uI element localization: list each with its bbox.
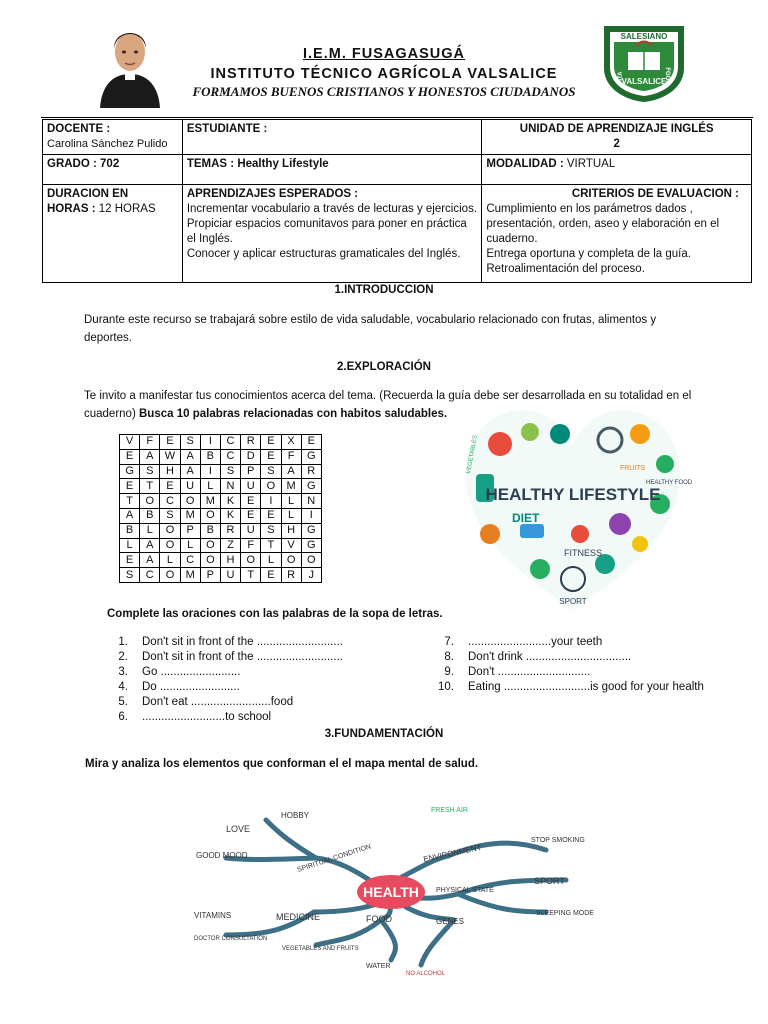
word-search-cell: M: [180, 568, 200, 583]
word-search-cell: C: [220, 449, 240, 464]
mindmap-node: FRESH AIR: [431, 807, 468, 814]
word-search-cell: L: [281, 508, 301, 523]
unidad-cell: [482, 120, 752, 155]
sentence-text: ..........................your teeth: [468, 636, 603, 648]
mindmap-node: SPORT: [534, 876, 565, 886]
sentence-number: 9.: [444, 666, 454, 678]
table-row: [120, 508, 322, 523]
word-search-cell: U: [180, 479, 200, 494]
word-search-cell: E: [261, 449, 281, 464]
list-item: [430, 680, 710, 695]
shield-right-text: FGGA: [664, 67, 670, 85]
healthy-food-label: HEALTHY FOOD: [646, 480, 693, 486]
school-title: I.E.M. FUSAGASUGÁ: [302, 46, 465, 62]
shield-bottom-text: VALSALICE: [621, 77, 667, 86]
word-search-cell: R: [241, 435, 261, 450]
table-row: [120, 553, 322, 568]
duracion-cell: [43, 185, 183, 283]
table-row: [120, 568, 322, 583]
list-item: [104, 680, 404, 695]
mindmap-node: FOOD: [366, 914, 392, 924]
word-search-cell: U: [241, 523, 261, 538]
word-search-cell: S: [180, 435, 200, 450]
aprendizaje-item: Incrementar vocabulario a través de lecturas y ejercicios.: [186, 203, 478, 215]
word-search-cell: C: [220, 435, 240, 450]
aprendizaje-item: Conocer y aplicar estructuras gramaticales del Inglés.: [186, 248, 461, 260]
institute-title: INSTITUTO TÉCNICO AGRÍCOLA VALSALICE: [210, 66, 558, 82]
word-search-cell: S: [140, 464, 160, 479]
list-item: [430, 665, 710, 680]
word-search-cell: U: [241, 479, 261, 494]
sport-label: SPORT: [559, 597, 587, 606]
mindmap-node: VEGETABLES AND FRUITS: [282, 946, 359, 952]
exploracion-text: Te invito a manifestar tus conocimientos acerca del tema. (Recuerda la guía debe ser desarrollada en su totalidad en el cuaderno): [84, 390, 692, 420]
word-search-cell: C: [160, 494, 180, 509]
sentence-text: Don't drink .................................: [468, 651, 632, 663]
mindmap-node: GENES: [436, 917, 465, 926]
word-search-cell: N: [301, 494, 321, 509]
table-row: [120, 464, 322, 479]
diet-label: DIET: [512, 511, 540, 525]
mindmap-node: GOOD MOOD: [196, 851, 248, 860]
word-search-cell: E: [120, 553, 140, 568]
word-search-cell: U: [220, 568, 240, 583]
word-search-cell: C: [180, 553, 200, 568]
sentences-left: [104, 635, 404, 725]
fruits-label: FRUITS: [620, 465, 646, 472]
criterios-label: CRITERIOS DE EVALUACION :: [571, 188, 739, 200]
sentence-text: ..........................to school: [142, 711, 272, 723]
word-search-cell: E: [120, 449, 140, 464]
word-search-cell: E: [261, 508, 281, 523]
word-search-cell: B: [200, 523, 220, 538]
school-motto: FORMAMOS BUENOS CRISTIANOS Y HONESTOS CIUDADANOS: [192, 84, 576, 99]
vegetables-label: VEGETABLES: [466, 434, 479, 475]
word-search-cell: O: [301, 553, 321, 568]
exploracion-instruction: Busca 10 palabras relacionadas con habitos saludables.: [139, 408, 448, 420]
list-item: [104, 635, 404, 650]
word-search-cell: S: [160, 508, 180, 523]
word-search-cell: A: [180, 464, 200, 479]
word-search-cell: S: [220, 464, 240, 479]
word-search-cell: G: [301, 538, 321, 553]
mindmap-node: HOBBY: [281, 811, 310, 820]
horas-label: HORAS :: [47, 203, 96, 215]
health-mind-map: [186, 800, 606, 980]
sentence-number: 3.: [118, 666, 128, 678]
table-row: [120, 479, 322, 494]
word-search-cell: L: [261, 553, 281, 568]
list-item: [104, 710, 404, 725]
mindmap-node: PHYSICAL STATE: [436, 887, 494, 894]
mindmap-node: SPIRITUAL CONDITION: [296, 843, 372, 874]
word-search-cell: V: [120, 435, 140, 450]
sentence-number: 4.: [118, 681, 128, 693]
word-search-cell: X: [281, 435, 301, 450]
word-search-cell: P: [180, 523, 200, 538]
sentence-number: 10.: [438, 681, 454, 693]
modalidad-cell: [482, 155, 752, 185]
word-search-cell: E: [241, 508, 261, 523]
horas-value: 12 HORAS: [98, 203, 156, 215]
criterio-item: Cumplimiento en los parámetros dados , presentación, orden, aseo y elaboración en el cuaderno.: [486, 203, 720, 245]
temas-label: TEMAS :: [186, 158, 235, 170]
word-search-cell: E: [301, 435, 321, 450]
word-search-cell: L: [200, 479, 220, 494]
complete-heading: Complete las oraciones con las palabras de la sopa de letras.: [107, 608, 443, 620]
fitness-label: FITNESS: [564, 548, 603, 558]
mindmap-node: ENVIRONMENT: [422, 842, 483, 864]
word-search-cell: T: [241, 568, 261, 583]
word-search-cell: O: [241, 553, 261, 568]
list-item: [104, 665, 404, 680]
word-search-cell: L: [281, 494, 301, 509]
mindmap-node: STOP SMOKING: [531, 837, 585, 844]
estudiante-cell: [182, 120, 482, 155]
word-search-cell: L: [140, 523, 160, 538]
word-search-cell: L: [160, 553, 180, 568]
mindmap-center: HEALTH: [363, 884, 419, 900]
mindmap-node: MEDICINE: [276, 912, 321, 922]
word-search-cell: J: [301, 568, 321, 583]
docente-label: DOCENTE :: [47, 123, 111, 135]
sentence-text: Go .........................: [142, 666, 241, 678]
word-search-cell: L: [180, 538, 200, 553]
word-search-cell: O: [160, 538, 180, 553]
word-search-cell: O: [281, 553, 301, 568]
shield-top-text: SALESIANO: [620, 32, 668, 41]
mindmap-node: DOCTOR CONSULTATION: [194, 936, 268, 942]
word-search-cell: M: [180, 508, 200, 523]
word-search-cell: T: [140, 479, 160, 494]
unidad-label: UNIDAD DE APRENDIZAJE INGLÉS: [519, 123, 714, 135]
word-search-cell: C: [140, 568, 160, 583]
modalidad-label: MODALIDAD :: [486, 158, 564, 170]
sentence-number: 6.: [118, 711, 128, 723]
word-search-cell: O: [160, 568, 180, 583]
criterio-item: Retroalimentación del proceso.: [486, 263, 645, 275]
docente-value: Carolina Sánchez Pulido: [47, 138, 168, 150]
word-search-cell: O: [200, 508, 220, 523]
word-search-cell: O: [180, 494, 200, 509]
word-search-cell: B: [200, 449, 220, 464]
word-search-cell: E: [160, 435, 180, 450]
word-search-cell: K: [220, 508, 240, 523]
sentence-number: 7.: [444, 636, 454, 648]
sentence-text: Don't eat .........................food: [142, 696, 294, 708]
list-item: [104, 695, 404, 710]
word-search-cell: T: [261, 538, 281, 553]
aprendizajes-cell: [182, 185, 482, 283]
word-search-cell: E: [160, 479, 180, 494]
word-search-cell: L: [120, 538, 140, 553]
word-search-cell: A: [180, 449, 200, 464]
word-search-cell: O: [261, 479, 281, 494]
mindmap-node: SLEEPING MODE: [536, 910, 594, 917]
word-search-cell: E: [261, 435, 281, 450]
word-search-cell: O: [200, 553, 220, 568]
word-search-cell: G: [301, 449, 321, 464]
word-search-cell: F: [281, 449, 301, 464]
modalidad-value: VIRTUAL: [566, 158, 616, 170]
word-search-cell: P: [200, 568, 220, 583]
sentence-text: Don't sit in front of the ...........................: [142, 651, 343, 663]
word-search-cell: G: [120, 464, 140, 479]
word-search-cell: N: [220, 479, 240, 494]
healthy-lifestyle-title: HEALTHY LIFESTYLE: [485, 485, 661, 504]
criterios-cell: [482, 185, 752, 283]
word-search-cell: E: [120, 479, 140, 494]
word-search-cell: H: [160, 464, 180, 479]
grado-cell: GRADO : 702: [43, 155, 183, 185]
mindmap-node: WATER: [366, 963, 391, 970]
mindmap-node: VITAMINS: [194, 911, 232, 920]
sentence-number: 1.: [118, 636, 128, 648]
course-info-table: [42, 119, 752, 283]
table-row: [120, 449, 322, 464]
criterio-item: Entrega oportuna y completa de la guía.: [486, 248, 691, 260]
word-search-cell: R: [220, 523, 240, 538]
word-search-cell: E: [261, 568, 281, 583]
word-search-cell: Z: [220, 538, 240, 553]
word-search-cell: T: [120, 494, 140, 509]
word-search-cell: A: [140, 553, 160, 568]
table-top-rule: [41, 117, 753, 118]
word-search-cell: M: [281, 479, 301, 494]
exploracion-heading: 2.EXPLORACIÓN: [337, 361, 431, 373]
word-search-cell: I: [200, 464, 220, 479]
unidad-value: 2: [613, 138, 620, 150]
word-search-cell: H: [220, 553, 240, 568]
word-search-cell: A: [281, 464, 301, 479]
word-search-cell: P: [241, 464, 261, 479]
word-search-cell: O: [200, 538, 220, 553]
word-search-cell: S: [120, 568, 140, 583]
word-search-cell: A: [140, 538, 160, 553]
word-search-cell: A: [120, 508, 140, 523]
intro-heading: 1.INTRODUCCION: [334, 284, 434, 296]
word-search-cell: W: [160, 449, 180, 464]
word-search-grid: [119, 434, 322, 583]
word-search-cell: I: [261, 494, 281, 509]
healthy-lifestyle-image: [460, 404, 693, 616]
fundamentacion-heading: 3.FUNDAMENTACIÓN: [324, 728, 444, 740]
word-search-cell: D: [241, 449, 261, 464]
table-row: [120, 494, 322, 509]
word-search-cell: F: [241, 538, 261, 553]
sentence-text: Do .........................: [142, 681, 240, 693]
word-search-cell: R: [301, 464, 321, 479]
table-row: [120, 538, 322, 553]
word-search-cell: I: [301, 508, 321, 523]
table-row: [120, 523, 322, 538]
word-search-cell: R: [281, 568, 301, 583]
sentence-text: Don't sit in front of the ...........................: [142, 636, 343, 648]
sentence-number: 5.: [118, 696, 128, 708]
word-search-cell: B: [120, 523, 140, 538]
word-search-cell: F: [140, 435, 160, 450]
word-search-cell: O: [160, 523, 180, 538]
duracion-label: DURACION EN: [47, 188, 129, 200]
sentence-text: Eating ...........................is good for your health: [468, 681, 704, 693]
docente-cell: [43, 120, 183, 155]
table-row: [120, 435, 322, 450]
word-search-cell: G: [301, 479, 321, 494]
aprendizaje-item: Propiciar espacios comunitavos para poner en práctica el Inglés.: [186, 218, 467, 245]
intro-text: Durante este recurso se trabajará sobre estilo de vida saludable, vocabulario relacionado con frutas, alimentos y deportes.: [84, 314, 657, 344]
word-search-cell: V: [281, 538, 301, 553]
word-search-cell: M: [200, 494, 220, 509]
list-item: [104, 650, 404, 665]
word-search-cell: H: [281, 523, 301, 538]
sentence-text: Don't .............................: [468, 666, 591, 678]
word-search-cell: I: [200, 435, 220, 450]
word-search-cell: O: [140, 494, 160, 509]
estudiante-label: ESTUDIANTE :: [186, 123, 268, 135]
temas-cell: [182, 155, 482, 185]
word-search-cell: S: [261, 464, 281, 479]
word-search-cell: K: [220, 494, 240, 509]
shield-left-text: ITA: [618, 71, 624, 81]
list-item: [430, 650, 710, 665]
word-search-cell: S: [261, 523, 281, 538]
word-search-cell: A: [140, 449, 160, 464]
sentence-number: 2.: [118, 651, 128, 663]
word-search-cell: E: [241, 494, 261, 509]
temas-value: Healthy Lifestyle: [237, 158, 329, 170]
word-search-cell: B: [140, 508, 160, 523]
sentences-right: [430, 635, 710, 695]
mindmap-node: NO ALCOHOL: [406, 971, 446, 977]
aprendizajes-label: APRENDIZAJES ESPERADOS :: [186, 188, 359, 200]
list-item: [430, 635, 710, 650]
word-search-cell: G: [301, 523, 321, 538]
mindmap-node: LOVE: [226, 824, 251, 834]
fundamentacion-text: Mira y analiza los elementos que conforman el el mapa mental de salud.: [85, 758, 479, 770]
sentence-number: 8.: [444, 651, 454, 663]
